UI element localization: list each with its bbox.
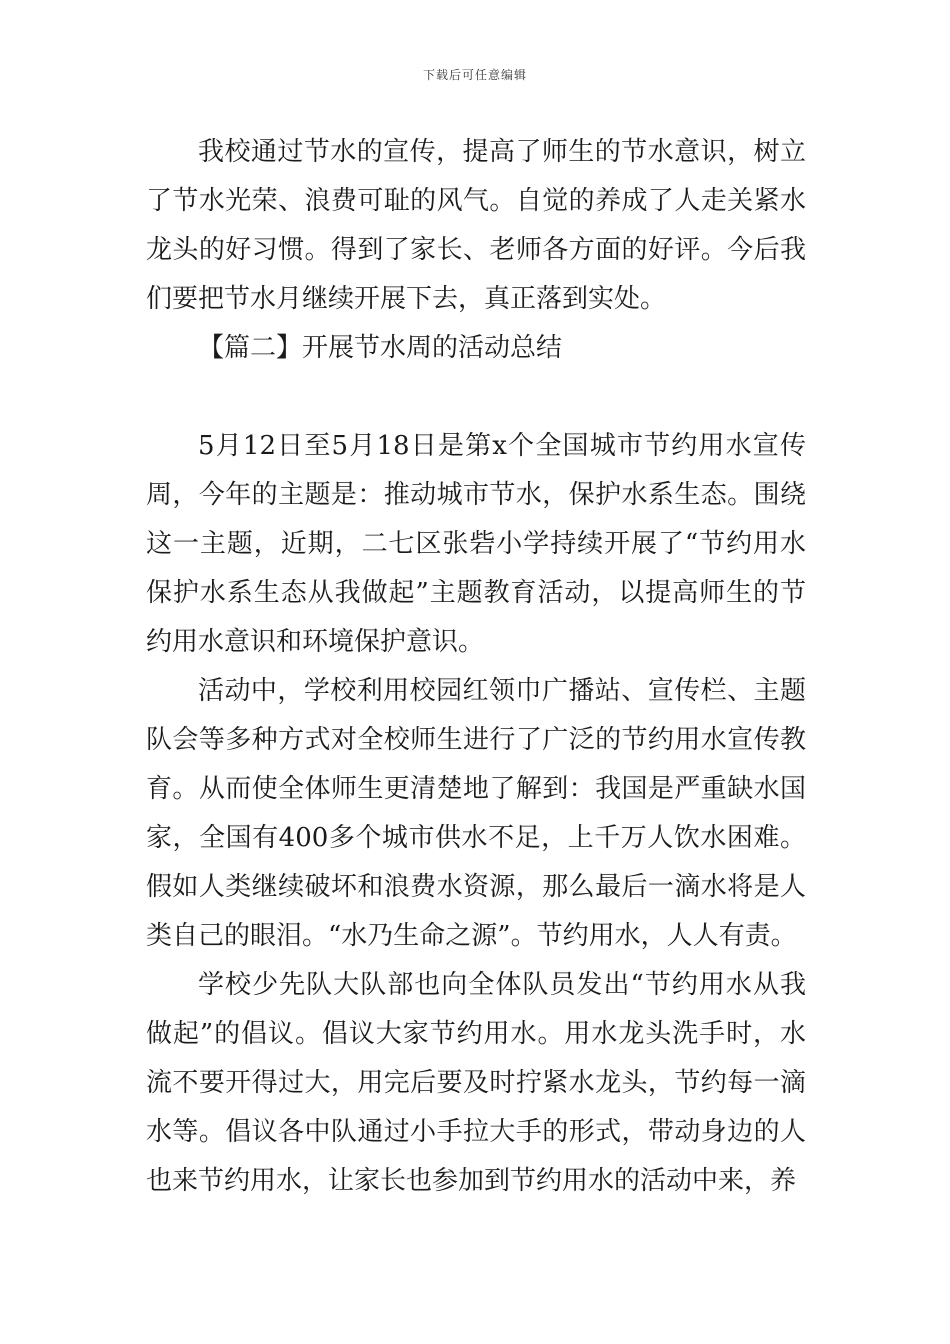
paragraph-3: 活动中，学校利用校园红领巾广播站、宣传栏、主题队会等多种方式对全校师生进行了广泛的节约用水宣传教育。从而使全体师生更清楚地了解到：我国是严重缺水国家，全国有400多个城市供水不足，上千万人饮水困难。假如人类继续破坏和浪费水资源，那么最后一滴水将是人类自己的眼泪。“水乃生命之源”。节约用水，人人有责。 bbox=[146, 676, 806, 951]
section-title: 【篇二】开展节水周的活动总结 bbox=[198, 333, 563, 363]
document-body bbox=[146, 128, 806, 1206]
header-note: 下载后可任意编辑 bbox=[422, 68, 527, 82]
paragraph-2: 5月12日至5月18日是第x个全国城市节约用水宣传周，今年的主题是：推动城市节水，保护水系生态。围绕这一主题，近期，二七区张砦小学持续开展了“节约用水保护水系生态从我做起”主题教育活动，以提高师生的节约用水意识和环境保护意识。 bbox=[146, 431, 806, 657]
paragraph-1: 我校通过节水的宣传，提高了师生的节水意识，树立了节水光荣、浪费可耻的风气。自觉的养成了人走关紧水龙头的好习惯。得到了家长、老师各方面的好评。今后我们要把节水月继续开展下去，真正落到实处。 bbox=[146, 137, 806, 314]
paragraph-4: 学校少先队大队部也向全体队员发出“节约用水从我做起”的倡议。倡议大家节约用水。用水龙头洗手时，水流不要开得过大，用完后要及时拧紧水龙头，节约每一滴水等。倡议各中队通过小手拉大手的形式，带动身边的人也来节约用水，让家长也参加到节约用水的活动中来，养 bbox=[146, 970, 806, 1196]
